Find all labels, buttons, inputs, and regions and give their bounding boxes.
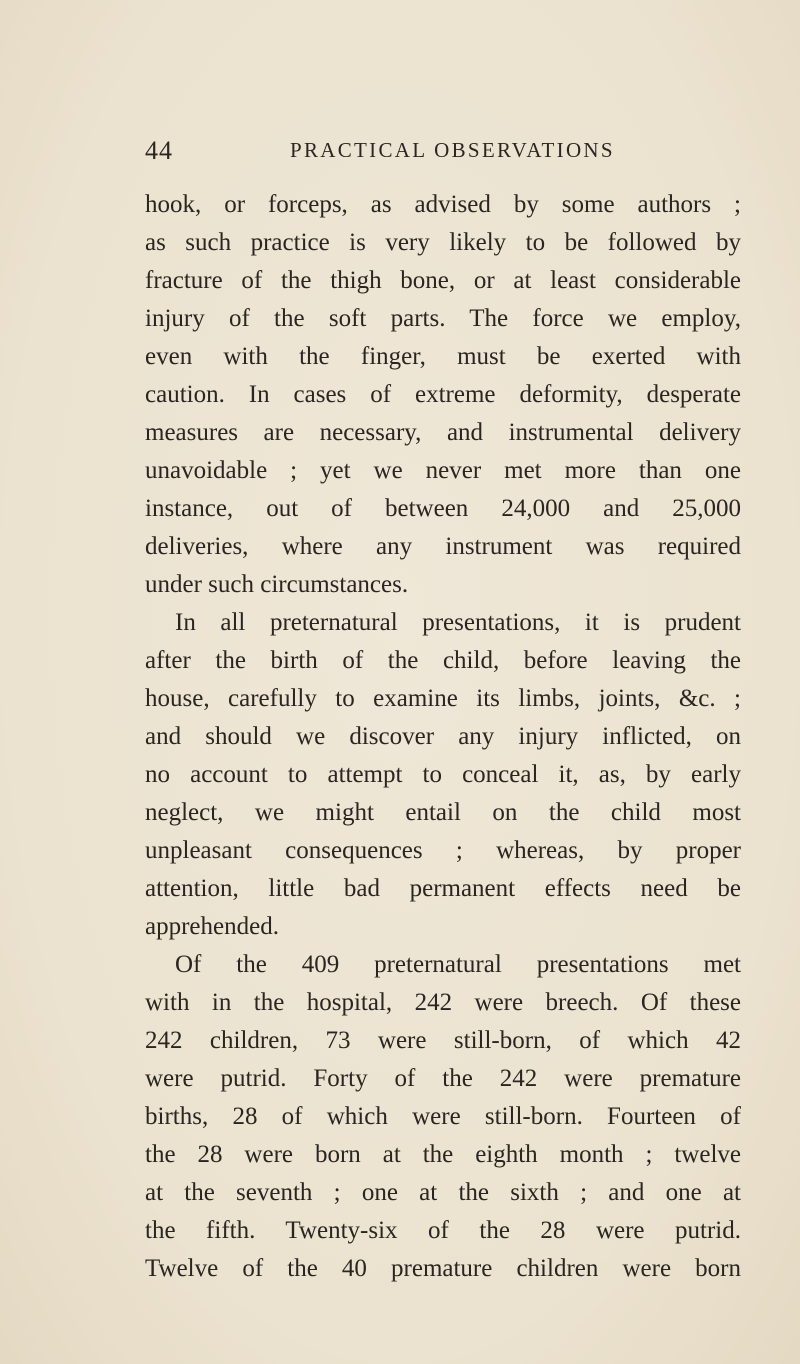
text-line: injury of the soft parts. The force we employ, (145, 305, 741, 332)
text-line: measures are necessary, and instrumental delivery (145, 419, 741, 446)
text-line: attention, little bad permanent effects need be (145, 875, 741, 902)
text-line: In all preternatural presentations, it is prudent (175, 609, 741, 636)
text-line: 242 children, 73 were still-born, of which 42 (145, 1027, 741, 1054)
text-line: unpleasant consequences ; whereas, by proper (145, 837, 741, 864)
text-line: caution. In cases of extreme deformity, desperate (145, 381, 741, 408)
text-line: unavoidable ; yet we never met more than one (145, 457, 741, 484)
text-line: instance, out of between 24,000 and 25,000 (145, 495, 741, 522)
text-line: apprehended. (145, 913, 279, 940)
text-line: with in the hospital, 242 were breech. Of these (145, 989, 741, 1016)
text-line: deliveries, where any instrument was required (145, 533, 741, 560)
text-line: Twelve of the 40 premature children were born (145, 1255, 741, 1282)
text-line: the fifth. Twenty-six of the 28 were putrid. (145, 1217, 741, 1244)
text-line: births, 28 of which were still-born. Fourteen of (145, 1103, 741, 1130)
running-head: PRACTICAL OBSERVATIONS (290, 138, 615, 162)
text-line: fracture of the thigh bone, or at least considerable (145, 267, 741, 294)
text-line: house, carefully to examine its limbs, joints, &c. ; (145, 685, 741, 712)
text-line: Of the 409 preternatural presentations met (175, 951, 741, 978)
text-line: as such practice is very likely to be followed by (145, 229, 741, 256)
text-line: and should we discover any injury inflicted, on (145, 723, 741, 750)
page-header (145, 136, 745, 170)
text-line: after the birth of the child, before leaving the (145, 647, 741, 674)
page-number: 44 (145, 136, 173, 165)
text-line: the 28 were born at the eighth month ; twelve (145, 1141, 741, 1168)
text-line: even with the finger, must be exerted with (145, 343, 741, 370)
text-line: were putrid. Forty of the 242 were premature (145, 1065, 741, 1092)
text-line: neglect, we might entail on the child most (145, 799, 741, 826)
text-line: hook, or forceps, as advised by some authors ; (145, 191, 741, 218)
body-text (145, 186, 741, 1288)
text-line: under such circumstances. (145, 571, 409, 598)
text-line: at the seventh ; one at the sixth ; and one at (145, 1179, 741, 1206)
text-line: no account to attempt to conceal it, as, by early (145, 761, 741, 788)
